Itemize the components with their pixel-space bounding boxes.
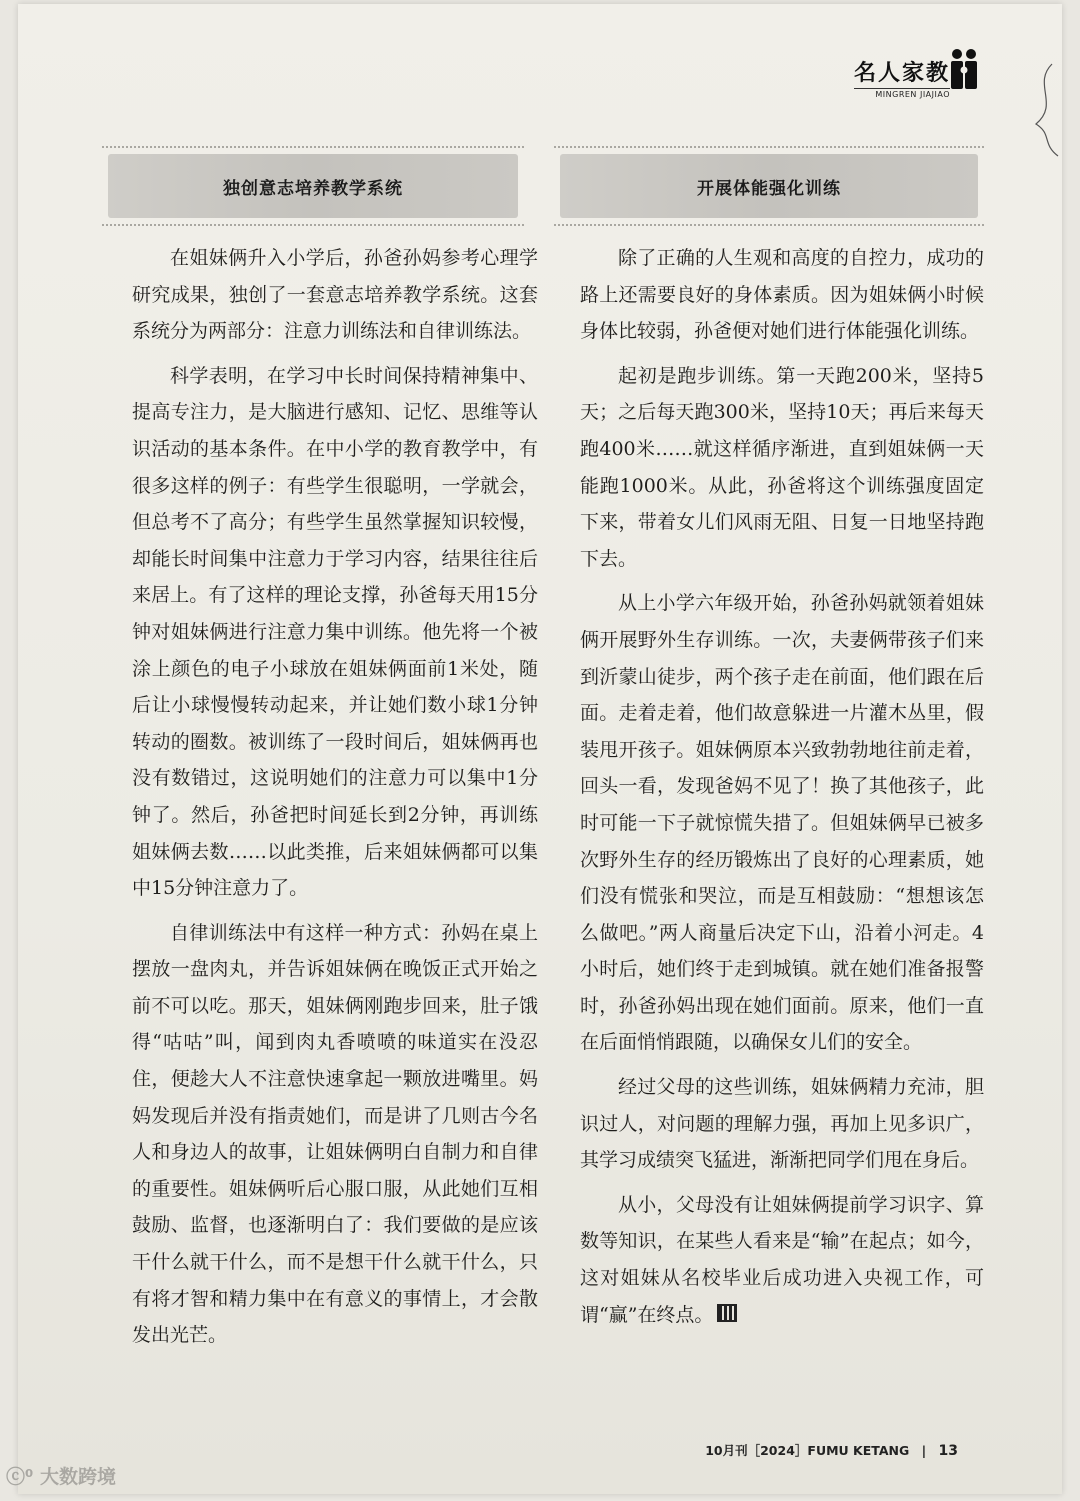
paragraph: 经过父母的这些训练，姐妹俩精力充沛，胆识过人，对问题的理解力强，再加上见多识广，其学习成绩突飞猛进，渐渐把同学们甩在身后。 bbox=[580, 1076, 984, 1172]
section-title-right: 开展体能强化训练 bbox=[697, 178, 841, 199]
page-footer bbox=[705, 1441, 958, 1459]
end-of-article-icon bbox=[717, 1304, 737, 1322]
watermark bbox=[6, 1462, 116, 1489]
section-header-right bbox=[560, 154, 978, 218]
left-column bbox=[132, 240, 538, 1362]
paragraph-text: 从小，父母没有让姐妹俩提前学习识字、算数等知识，在某些人看来是“输”在起点；如今，这对姐妹从名校毕业后成功进入央视工作，可谓“赢”在终点。 bbox=[580, 1193, 984, 1326]
paragraph: 除了正确的人生观和高度的自控力，成功的路上还需要良好的身体素质。因为姐妹俩小时候身体比较弱，孙爸便对她们进行体能强化训练。 bbox=[580, 247, 984, 343]
issue-label: 10月刊［2024］FUMU KETANG bbox=[705, 1443, 910, 1458]
page-number: 13 bbox=[938, 1443, 958, 1459]
paragraph: 从上小学六年级开始，孙爸孙妈就领着姐妹俩开展野外生存训练。一次，夫妻俩带孩子们来到沂蒙山徒步，两个孩子走在前面，他们跟在后面。走着走着，他们故意躲进一片灌木丛里，假装甩开孩子。姐妹俩原本兴致勃勃地往前走着，回头一看，发现爸妈不见了！换了其他孩子，此时可能一下子就惊慌失措了。但姐妹俩早已被多次野外生存的经历锻炼出了良好的心理素质，她们没有慌张和哭泣，而是互相鼓励：“想想该怎么做吧。”两人商量后决定下山，沿着小河走。4小时后，她们终于走到城镇。就在她们准备报警时，孙爸孙妈出现在她们面前。原来，他们一直在后面悄悄跟随，以确保女儿们的安全。 bbox=[580, 592, 984, 1054]
pen-scribble-mark bbox=[1022, 44, 1062, 164]
column-brand bbox=[854, 56, 950, 99]
watermark-text: 大数跨境 bbox=[39, 1466, 116, 1488]
family-logo-icon bbox=[946, 48, 982, 92]
paragraph: 科学表明，在学习中长时间保持精神集中、提高专注力，是大脑进行感知、记忆、思维等认识活动的基本条件。在中小学的教育教学中，有很多这样的例子：有些学生很聪明，一学就会，但总考不了高分；有些学生虽然掌握知识较慢，却能长时间集中注意力于学习内容，结果往往后来居上。有了这样的理论支撑，孙爸每天用15分钟对姐妹俩进行注意力集中训练。他先将一个被涂上颜色的电子小球放在姐妹俩面前1米处，随后让小球慢慢转动起来，并让她们数小球1分钟转动的圈数。被训练了一段时间后，姐妹俩再也没有数错过，这说明她们的注意力可以集中1分钟了。然后，孙爸把时间延长到2分钟，再训练姐妹俩去数……以此类推，后来姐妹俩都可以集中15分钟注意力了。 bbox=[132, 364, 538, 900]
column-name-pinyin: MINGREN JIAJIAO bbox=[875, 90, 950, 99]
column-name: 名人家教 bbox=[854, 56, 950, 89]
footer-separator: | bbox=[921, 1443, 927, 1458]
paragraph: 在姐妹俩升入小学后，孙爸孙妈参考心理学研究成果，独创了一套意志培养教学系统。这套系统分为两部分：注意力训练法和自律训练法。 bbox=[132, 247, 538, 343]
watermark-logo-icon: ⓒ⁰ bbox=[6, 1466, 40, 1488]
section-header-left bbox=[108, 154, 518, 218]
right-column bbox=[580, 240, 984, 1341]
paragraph-last bbox=[580, 1187, 984, 1333]
paragraph: 自律训练法中有这样一种方式：孙妈在桌上摆放一盘肉丸，并告诉姐妹俩在晚饭正式开始之前不可以吃。那天，姐妹俩刚跑步回来，肚子饿得“咕咕”叫，闻到肉丸香喷喷的味道实在没忍住，便趁大人不注意快速拿起一颗放进嘴里。妈妈发现后并没有指责她们，而是讲了几则古今名人和身边人的故事，让姐妹俩明白自制力和自律的重要性。姐妹俩听后心服口服，从此她们互相鼓励、监督，也逐渐明白了：我们要做的是应该干什么就干什么，而不是想干什么就干什么，只有将才智和精力集中在有意义的事情上，才会散发出光芒。 bbox=[132, 921, 538, 1347]
magazine-page bbox=[18, 4, 1062, 1494]
section-title-left: 独创意志培养教学系统 bbox=[223, 178, 403, 199]
paragraph: 起初是跑步训练。第一天跑200米，坚持5天；之后每天跑300米，坚持10天；再后来每天跑400米……就这样循序渐进，直到姐妹俩一天能跑1000米。从此，孙爸将这个训练强度固定下来，带着女儿们风雨无阻、日复一日地坚持跑下去。 bbox=[580, 364, 984, 570]
